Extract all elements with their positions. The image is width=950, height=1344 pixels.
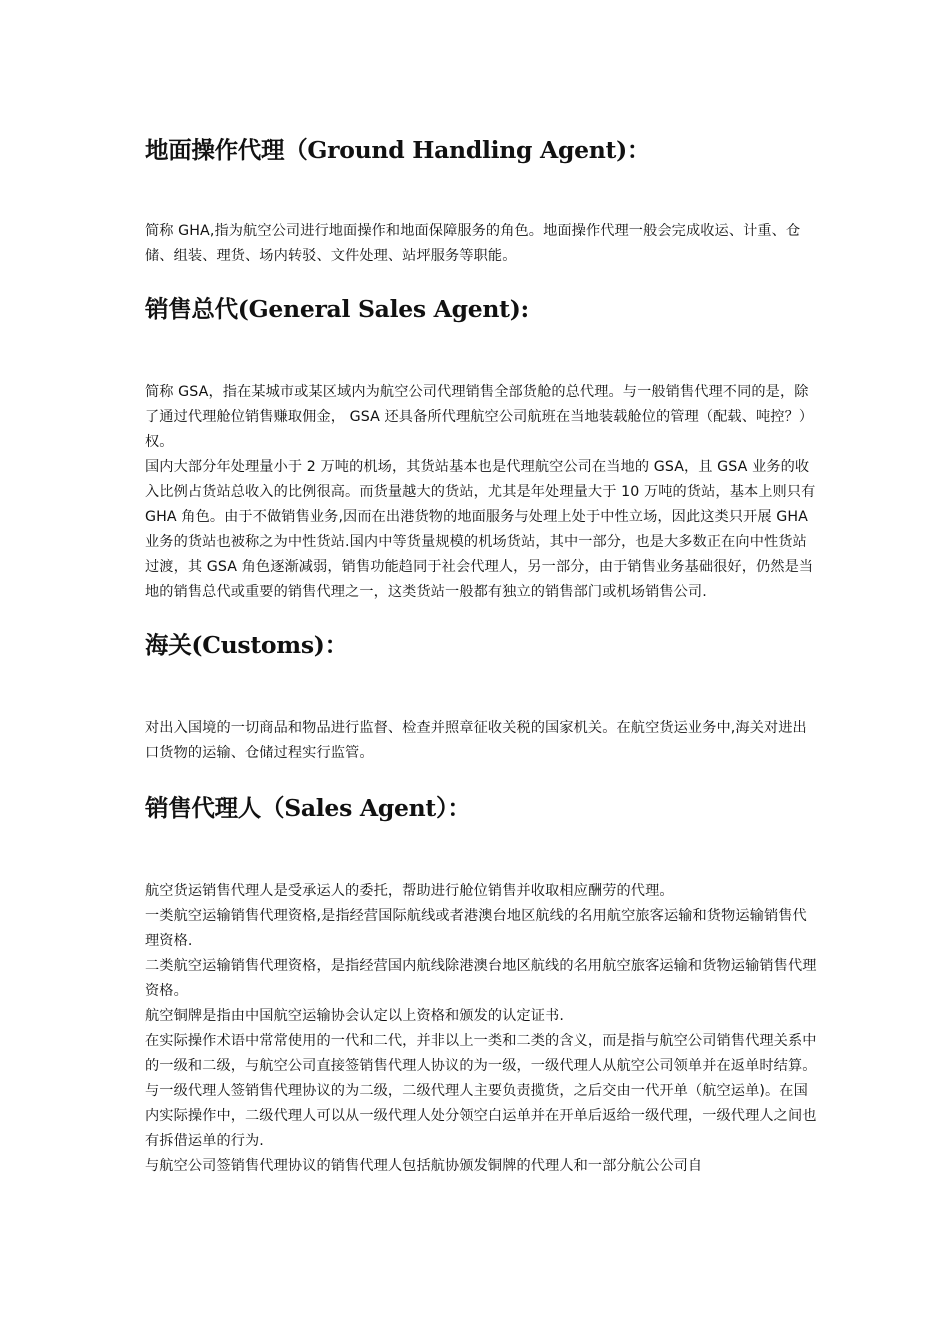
heading-customs: 海关(Customs)： (145, 631, 348, 659)
paragraph: 简称 GHA,指为航空公司进行地面操作和地面保障服务的角色。地面操作代理一般会完成收运、计重、仓储、组装、理货、场内转驳、文件处理、站坪服务等职能。 (145, 223, 801, 264)
paragraph: 国内大部分年处理量小于 2 万吨的机场，其货站基本也是代理航空公司在当地的 GSA，且 GSA 业务的收入比例占货站总收入的比例很高。而货量越大的货站，尤其是年处理量大于 10 万吨的货站，基本上则只有 GHA 角色。由于不做销售业务,因而在出港货物的地面服务与处理上处于中性立场，因此这类只开展 GHA 业务的货站也被称之为中性货站.国内中等货量规模的机场货站，其中一部分，也是大多数正在向中性货站过渡，其 GSA 角色逐渐减弱，销售功能趋同于社会代理人，另一部分，由于销售业务基础很好，仍然是当地的销售总代或重要的销售代理之一，这类货站一般都有独立的销售部门或机场销售公司. (145, 459, 816, 600)
body-ground-handling-agent (145, 219, 817, 269)
document-page (145, 130, 817, 1179)
paragraph: 简称 GSA，指在某城市或某区域内为航空公司代理销售全部货舱的总代理。与一般销售代理不同的是，除了通过代理舱位销售赚取佣金， GSA 还具备所代理航空公司航班在当地装载舱位的管理（配载、吨控？）权。 (145, 384, 814, 450)
heading-sales-agent: 销售代理人（Sales Agent）： (145, 794, 471, 822)
paragraph: 对出入国境的一切商品和物品进行监督、检查并照章征收关税的国家机关。在航空货运业务中,海关对进出口货物的运输、仓储过程实行监管。 (145, 720, 807, 761)
paragraph: 航空货运销售代理人是受承运人的委托，帮助进行舱位销售并收取相应酬劳的代理。 (145, 883, 674, 899)
paragraph: 一类航空运输销售代理资格,是指经营国际航线或者港澳台地区航线的名用航空旅客运输和货物运输销售代理资格. (145, 908, 807, 949)
paragraph: 在实际操作术语中常常使用的一代和二代，并非以上一类和二类的含义，而是指与航空公司销售代理关系中的一级和二级，与航空公司直接签销售代理人协议的为一级，一级代理人从航空公司领单并在返单时结算。与一级代理人签销售代理协议的为二级，二级代理人主要负责揽货，之后交由一代开单（航空运单)。在国内实际操作中，二级代理人可以从一级代理人处分领空白运单并在开单后返给一级代理，一级代理人之间也有拆借运单的行为. (145, 1033, 817, 1149)
paragraph: 二类航空运输销售代理资格，是指经营国内航线除港澳台地区航线的名用航空旅客运输和货物运输销售代理资格。 (145, 958, 817, 999)
paragraph: 与航空公司签销售代理协议的销售代理人包括航协颁发铜牌的代理人和一部分航公公司自 (145, 1158, 703, 1174)
body-sales-agent (145, 879, 817, 1179)
body-customs (145, 716, 817, 766)
heading-general-sales-agent: 销售总代(General Sales Agent): (145, 295, 529, 323)
paragraph: 航空铜牌是指由中国航空运输协会认定以上资格和颁发的认定证书. (145, 1008, 564, 1024)
body-general-sales-agent (145, 380, 817, 605)
heading-ground-handling-agent: 地面操作代理（Ground Handling Agent)： (145, 136, 651, 164)
